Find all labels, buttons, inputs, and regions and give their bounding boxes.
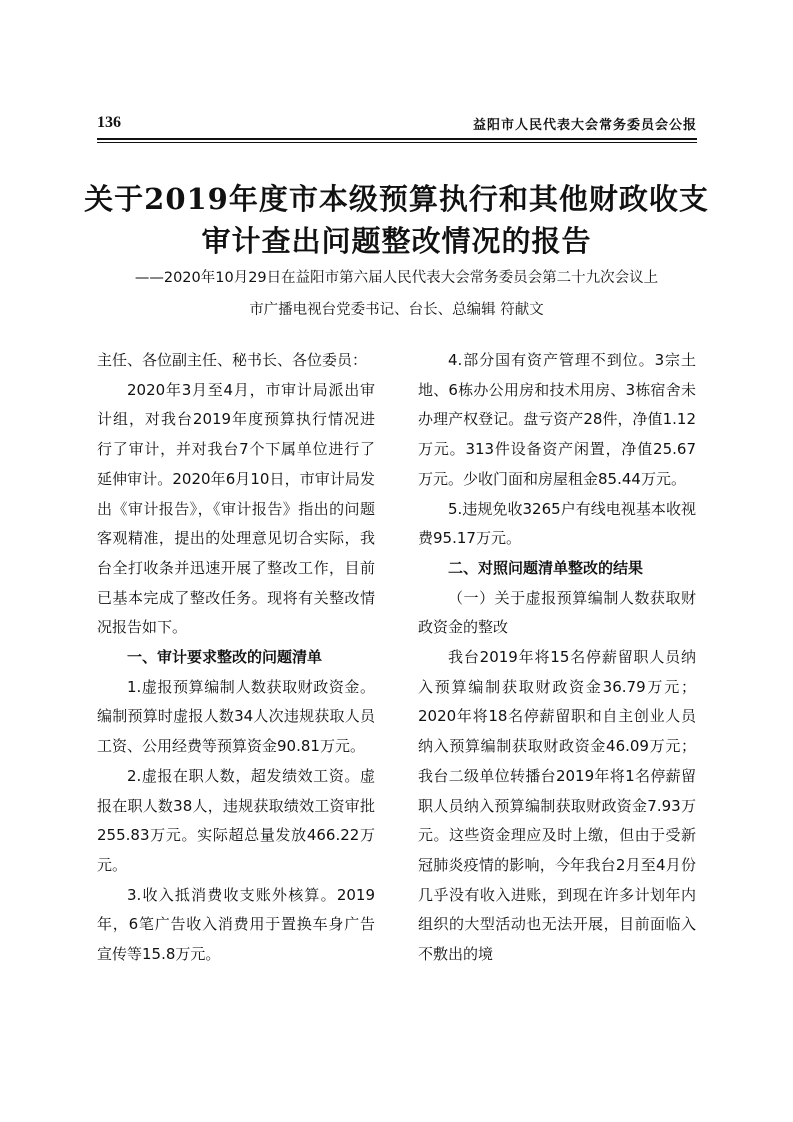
journal-name: 益阳市人民代表大会常务委员会公报 [472, 118, 697, 133]
header-rule-thick [97, 138, 697, 140]
salutation: 主任、各位副主任、秘书长、各位委员： [97, 351, 368, 369]
report-subtitle [60, 262, 733, 326]
subsection-heading-1: （一）关于虚报预算编制人数获取财政资金的整改 [418, 588, 696, 637]
issue-item-5: 5.违规免收3265户有线电视基本收视费95.17万元。 [418, 499, 696, 548]
header-rule-thin [97, 142, 697, 143]
section-heading-1: 一、审计要求整改的问题清单 [127, 648, 323, 667]
section-heading-2: 二、对照问题清单整改的结果 [448, 558, 644, 577]
page-header [97, 112, 697, 136]
issue-item-3: 3.收入抵消费收支账外核算。2019年，6笔广告收入消费用于置换车身广告宣传等15.8万元。 [97, 885, 375, 964]
issue-item-1: 1.虚报预算编制人数获取财政资金。编制预算时虚报人数34人次违规获取人员工资、公用经费等预算资金90.81万元。 [97, 677, 375, 756]
issue-item-4: 4.部分国有资产管理不到位。3宗土地、6栋办公用房和技术用房、3栋宿舍未办理产权登记。盘亏资产28件，净值1.12万元。313件设备资产闲置，净值25.67万元。少收门面和房屋租金85.44万元。 [418, 351, 696, 488]
rectification-paragraph: 我台2019年将15名停薪留职人员纳入预算编制获取财政资金36.79万元；2020年将18名停薪留职和自主创业人员纳入预算编制获取财政资金46.09万元；我台二级单位转播台2019年将1名停薪留职人员纳入预算编制获取财政资金7.93万元。这些资金理应及时上缴，但由于受新冠肺炎疫情的影响，今年我台2月至4月份几乎没有收入进账，到现在许多计划年内组织的大型活动也无法开展，目前面临入不敷出的境 [418, 648, 696, 964]
subtitle-meeting: ——2020年10月29日在益阳市第六届人民代表大会常务委员会第二十九次会议上 [134, 270, 659, 286]
page-number: 136 [97, 114, 121, 131]
left-column [97, 346, 375, 970]
title-line-1: 关于2019年度市本级预算执行和其他财政收支 [84, 182, 709, 216]
issue-item-2: 2.虚报在职人数，超发绩效工资。虚报在职人数38人，违规获取绩效工资审批255.83万元。实际超总量发放466.22万元。 [97, 766, 375, 874]
right-column [418, 346, 696, 970]
subtitle-author: 市广播电视台党委书记、台长、总编辑 符献文 [249, 302, 544, 318]
intro-paragraph: 2020年3月至4月，市审计局派出审计组，对我台2019年度预算执行情况进行了审计，并对我台7个下属单位进行了延伸审计。2020年6月10日，市审计局发出《审计报告》，《审计报告》指出的问题客观精准，提出的处理意见切合实际，我台全打收条并迅速开展了整改工作，目前已基本完成了整改任务。现将有关整改情况报告如下。 [97, 380, 375, 637]
report-title [60, 178, 733, 262]
title-line-2: 审计查出问题整改情况的报告 [201, 224, 592, 258]
